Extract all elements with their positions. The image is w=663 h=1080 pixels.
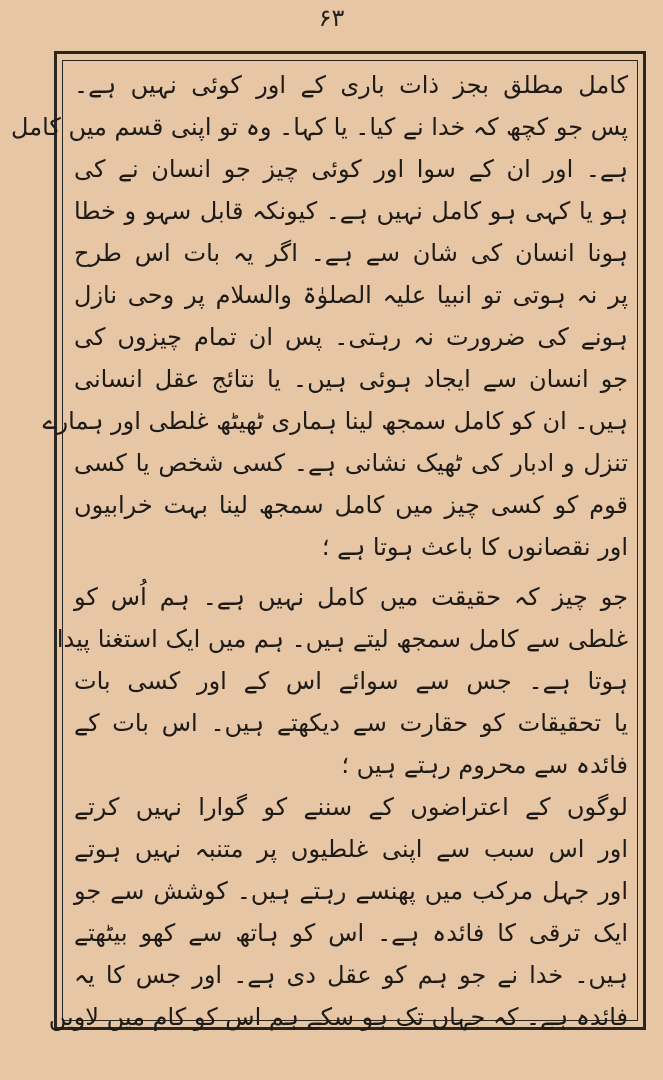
text-line: پس جو کچھ کہ خدا نے کیا۔ یا کہا۔ وہ تو اپنی قسم میں کامل (11, 113, 628, 141)
text-line: فائدہ ہے۔ کہ جہاں تک ہو سکے ہم اس کو کام میں لاویں (48, 1003, 628, 1031)
text-line: جو چیز کہ حقیقت میں کامل نہیں ہے۔ ہم اُس کو (74, 583, 628, 611)
body-text (11, 64, 628, 1031)
text-line: تنزل و ادبار کی ٹھیک نشانی ہے۔ کسی شخص یا کسی (74, 449, 628, 477)
text-line: اور جہل مرکب میں پھنسے رہتے ہیں۔ کوشش سے جو (74, 877, 628, 905)
text-line: غلطی سے کامل سمجھ لیتے ہیں۔ ہم میں ایک استغنا پیدا (56, 625, 628, 653)
text-line: ہے۔ اور ان کے سوا اور کوئی چیز جو انسان نے کی (74, 155, 628, 183)
text-line: ہیں۔ خدا نے جو ہم کو عقل دی ہے۔ اور جس کا یہ (74, 961, 628, 989)
text-line: کامل مطلق بجز ذات باری کے اور کوئی نہیں ہے۔ (74, 71, 628, 99)
text-line: جو انسان سے ایجاد ہوئی ہیں۔ یا نتائج عقل انسانی (74, 365, 628, 393)
text-line: اور اس سبب سے اپنی غلطیوں پر متنبہ نہیں ہوتے (74, 835, 628, 863)
text-line: ہونے کی ضرورت نہ رہتی۔ پس ان تمام چیزوں کی (74, 323, 628, 351)
text-line: یا تحقیقات کو حقارت سے دیکھتے ہیں۔ اس بات کے (74, 709, 628, 737)
text-line: ہونا انسان کی شان سے ہے۔ اگر یہ بات اس طرح (74, 239, 628, 267)
text-line: ہو یا کہی ہو کامل نہیں ہے۔ کیونکہ قابل سہو و خطا (74, 197, 628, 225)
text-line: ہیں۔ ان کو کامل سمجھ لینا ہماری ٹھیٹھ غلطی اور ہمارے (42, 407, 628, 435)
paragraph-2 (48, 576, 628, 1038)
page-number: ۶۳ (318, 4, 345, 32)
text-line: قوم کو کسی چیز میں کامل سمجھ لینا بہت خرابیوں (74, 491, 628, 519)
text-line: ہوتا ہے۔ جس سے سوائے اس کے اور کسی بات (74, 667, 628, 695)
text-line: اور نقصانوں کا باعث ہوتا ہے ؛ (321, 533, 628, 561)
text-line: ایک ترقی کا فائدہ ہے۔ اس کو ہاتھ سے کھو بیٹھتے (74, 919, 628, 947)
paragraph-1 (11, 64, 628, 568)
text-line: پر نہ ہوتی تو انبیا علیہ الصلوٰۃ والسلام پر وحی نازل (74, 281, 628, 309)
text-line: لوگوں کے اعتراضوں کے سننے کو گوارا نہیں کرتے (74, 793, 628, 821)
text-line: فائدہ سے محروم رہتے ہیں ؛ (341, 751, 628, 779)
